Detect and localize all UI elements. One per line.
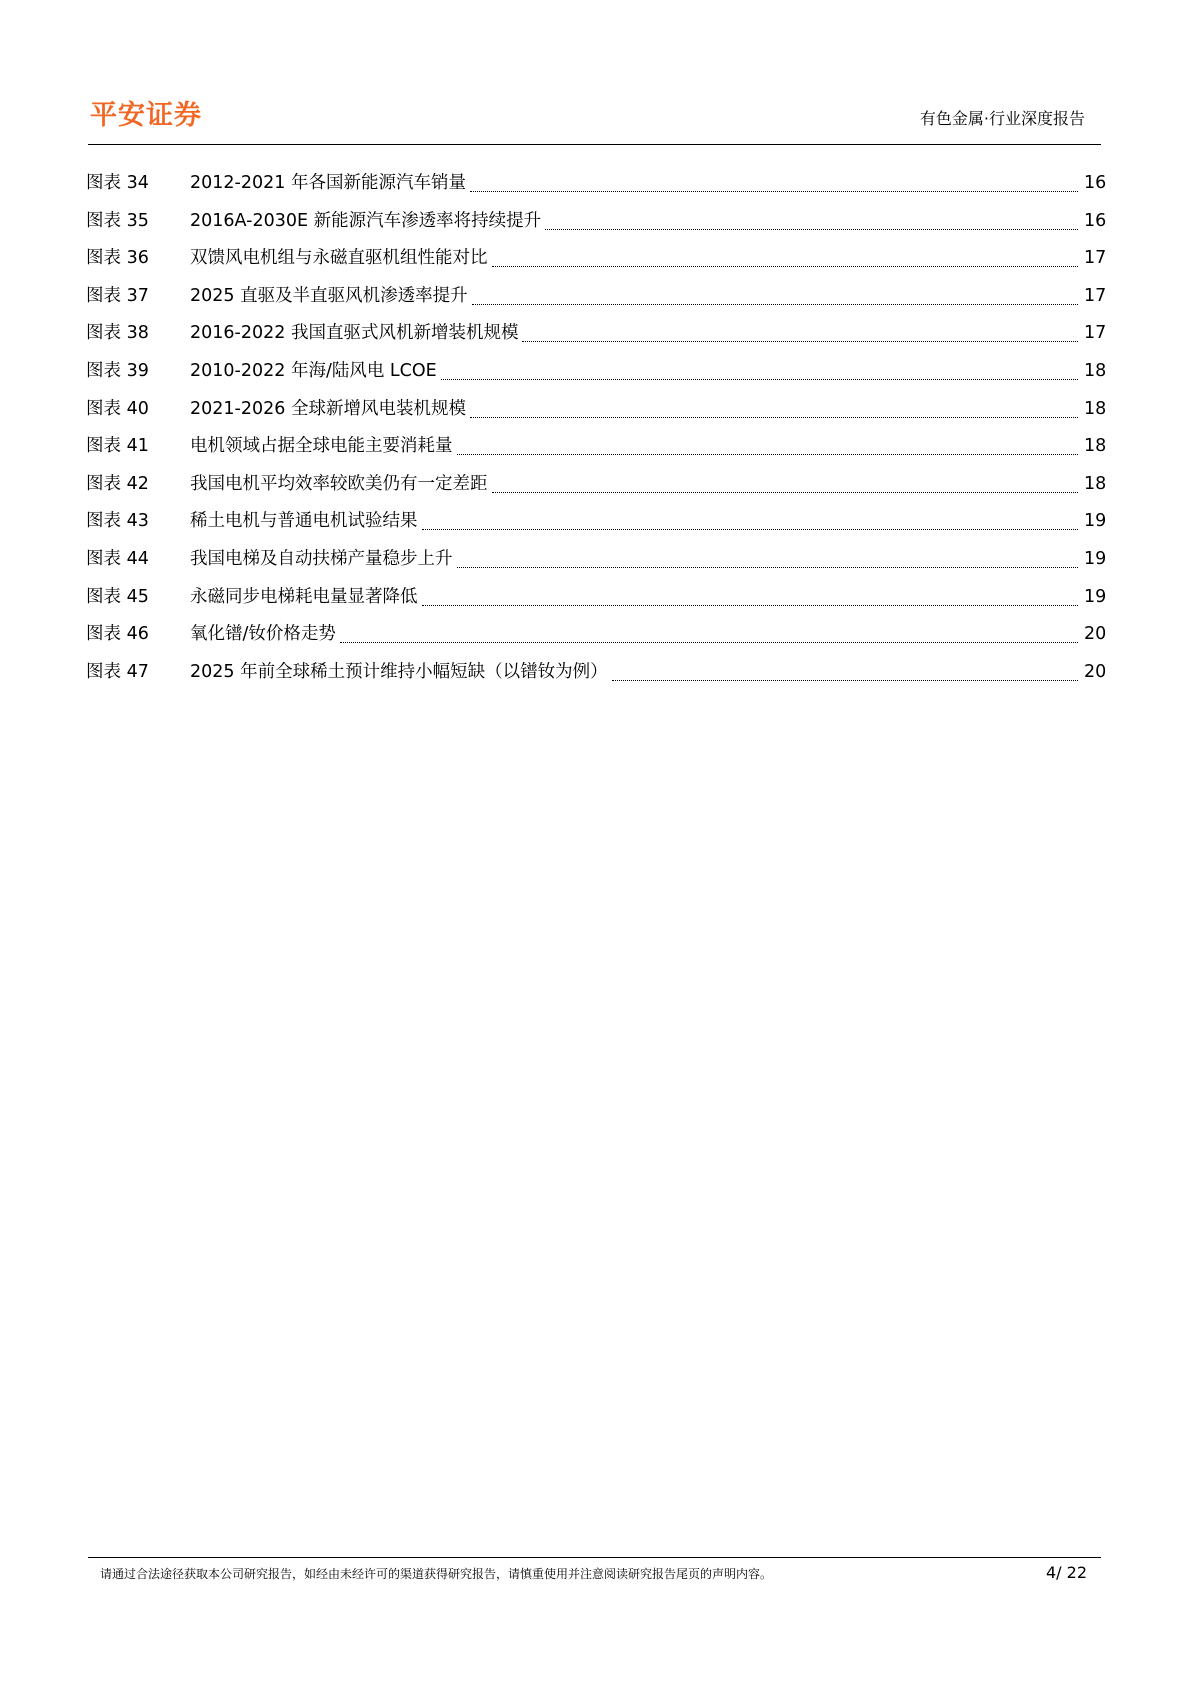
toc-entry-page: 17 bbox=[1084, 323, 1107, 344]
toc-dot-leader bbox=[492, 474, 1079, 493]
toc-entry-label: 图表 46 bbox=[86, 624, 149, 645]
toc-entry-label: 图表 39 bbox=[86, 360, 149, 381]
toc-entry-title: 电机领域占据全球电能主要消耗量 bbox=[190, 436, 453, 457]
toc-dot-leader bbox=[612, 662, 1078, 681]
toc-entry-page: 19 bbox=[1084, 586, 1107, 607]
toc-dot-leader bbox=[441, 361, 1078, 380]
toc-dot-leader bbox=[522, 323, 1078, 342]
toc-entry-label: 图表 38 bbox=[86, 323, 149, 344]
toc-entry-label: 图表 41 bbox=[86, 436, 149, 457]
toc-entry-title: 2010-2022 年海/陆风电 LCOE bbox=[190, 360, 437, 381]
footer-disclaimer: 请通过合法途径获取本公司研究报告，如经由未经许可的渠道获得研究报告，请慎重使用并注意阅读研究报告尾页的声明内容。 bbox=[100, 1567, 773, 1581]
toc-dot-leader bbox=[470, 173, 1078, 192]
toc-entry[interactable] bbox=[86, 585, 1106, 623]
toc-dot-leader bbox=[545, 211, 1078, 230]
toc-entry-title: 2025 年前全球稀土预计维持小幅短缺（以镨钕为例） bbox=[190, 661, 608, 682]
toc-entry[interactable] bbox=[86, 472, 1106, 510]
toc-entry-title: 2021-2026 全球新增风电装机规模 bbox=[190, 398, 466, 419]
toc-entry-page: 20 bbox=[1084, 661, 1107, 682]
toc-entry-title: 我国电机平均效率较欧美仍有一定差距 bbox=[190, 473, 488, 494]
toc-entry-page: 16 bbox=[1084, 173, 1107, 193]
toc-entry-title: 2025 直驱及半直驱风机渗透率提升 bbox=[190, 285, 468, 306]
footer-divider bbox=[88, 1557, 1101, 1558]
toc-entry-label: 图表 40 bbox=[86, 398, 149, 419]
toc-entry-label: 图表 44 bbox=[86, 548, 149, 569]
toc-entry-label: 图表 35 bbox=[86, 210, 149, 231]
header-divider bbox=[88, 144, 1101, 145]
toc-entry[interactable] bbox=[86, 321, 1106, 359]
toc-dot-leader bbox=[422, 587, 1079, 606]
toc-entry-title: 我国电梯及自动扶梯产量稳步上升 bbox=[190, 548, 453, 569]
page-header bbox=[88, 98, 1101, 146]
toc-entry-page: 18 bbox=[1084, 360, 1107, 381]
toc-entry[interactable] bbox=[86, 246, 1106, 284]
toc-dot-leader bbox=[457, 549, 1079, 568]
toc-entry-page: 18 bbox=[1084, 473, 1107, 494]
toc-entry-label: 图表 43 bbox=[86, 511, 149, 532]
toc-entry-title: 2012-2021 年各国新能源汽车销量 bbox=[190, 173, 466, 193]
toc-entry-title: 永磁同步电梯耗电量显著降低 bbox=[190, 586, 418, 607]
figure-index-list bbox=[86, 171, 1106, 697]
toc-entry-label: 图表 36 bbox=[86, 248, 149, 269]
toc-entry[interactable] bbox=[86, 509, 1106, 547]
toc-entry-title: 稀土电机与普通电机试验结果 bbox=[190, 511, 418, 532]
toc-entry[interactable] bbox=[86, 547, 1106, 585]
toc-entry[interactable] bbox=[86, 284, 1106, 322]
toc-dot-leader bbox=[492, 248, 1079, 267]
page-number: 4/ 22 bbox=[1045, 1563, 1087, 1582]
toc-entry-label: 图表 34 bbox=[86, 173, 149, 193]
toc-dot-leader bbox=[422, 511, 1079, 530]
toc-entry[interactable] bbox=[86, 171, 1106, 209]
toc-entry[interactable] bbox=[86, 359, 1106, 397]
toc-dot-leader bbox=[340, 624, 1078, 643]
toc-entry-label: 图表 37 bbox=[86, 285, 149, 306]
toc-dot-leader bbox=[470, 399, 1078, 418]
toc-entry-title: 2016-2022 我国直驱式风机新增装机规模 bbox=[190, 323, 519, 344]
toc-entry-page: 18 bbox=[1084, 398, 1107, 419]
report-category: 有色金属·行业深度报告 bbox=[919, 109, 1085, 128]
toc-entry-title: 2016A-2030E 新能源汽车渗透率将持续提升 bbox=[190, 210, 542, 231]
toc-entry-label: 图表 42 bbox=[86, 473, 149, 494]
toc-dot-leader bbox=[457, 436, 1079, 455]
toc-entry-page: 16 bbox=[1084, 210, 1107, 231]
toc-dot-leader bbox=[472, 286, 1078, 305]
toc-entry[interactable] bbox=[86, 397, 1106, 435]
toc-entry[interactable] bbox=[86, 660, 1106, 698]
toc-entry-title: 双馈风电机组与永磁直驱机组性能对比 bbox=[190, 248, 488, 269]
toc-entry-page: 17 bbox=[1084, 285, 1107, 306]
toc-entry-label: 图表 47 bbox=[86, 661, 149, 682]
toc-entry-page: 18 bbox=[1084, 436, 1107, 457]
toc-entry[interactable] bbox=[86, 622, 1106, 660]
toc-entry-page: 17 bbox=[1084, 248, 1107, 269]
toc-entry-page: 19 bbox=[1084, 548, 1107, 569]
toc-entry[interactable] bbox=[86, 209, 1106, 247]
toc-entry-page: 20 bbox=[1084, 624, 1107, 645]
toc-entry-label: 图表 45 bbox=[86, 586, 149, 607]
company-logo: 平安证券 bbox=[90, 100, 202, 131]
toc-entry-page: 19 bbox=[1084, 511, 1107, 532]
toc-entry[interactable] bbox=[86, 434, 1106, 472]
toc-entry-title: 氧化镨/钕价格走势 bbox=[190, 624, 336, 645]
